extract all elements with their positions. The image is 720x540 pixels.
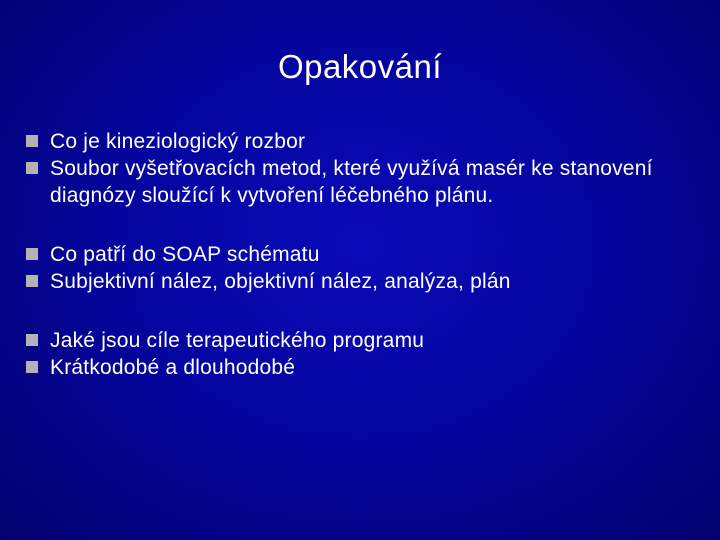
list-item-text: Co patří do SOAP schématu: [50, 243, 320, 266]
square-bullet-icon: [26, 162, 38, 174]
list-item: [26, 354, 706, 381]
list-item-text: Co je kineziologický rozbor: [50, 130, 306, 153]
bullet-list: [26, 128, 706, 413]
square-bullet-icon: [26, 334, 38, 346]
bullet-group-1: [26, 128, 706, 209]
list-item-text: Krátkodobé a dlouhodobé: [50, 356, 296, 379]
list-item-text: Jaké jsou cíle terapeutického programu: [50, 329, 425, 352]
list-item-text: Subjektivní nález, objektivní nález, analýza, plán: [50, 270, 511, 293]
list-item: [26, 128, 706, 155]
square-bullet-icon: [26, 275, 38, 287]
list-item: [26, 155, 706, 209]
square-bullet-icon: [26, 361, 38, 373]
square-bullet-icon: [26, 248, 38, 260]
list-item: [26, 327, 706, 354]
bullet-group-3: [26, 327, 706, 381]
square-bullet-icon: [26, 135, 38, 147]
slide-title: Opakování: [277, 48, 443, 85]
list-item-text: Soubor vyšetřovacích metod, které využívá masér ke stanovení diagnózy sloužící k vytvoření léčebného plánu.: [50, 157, 653, 207]
list-item: [26, 241, 706, 268]
list-item: [26, 268, 706, 295]
bullet-group-2: [26, 241, 706, 295]
